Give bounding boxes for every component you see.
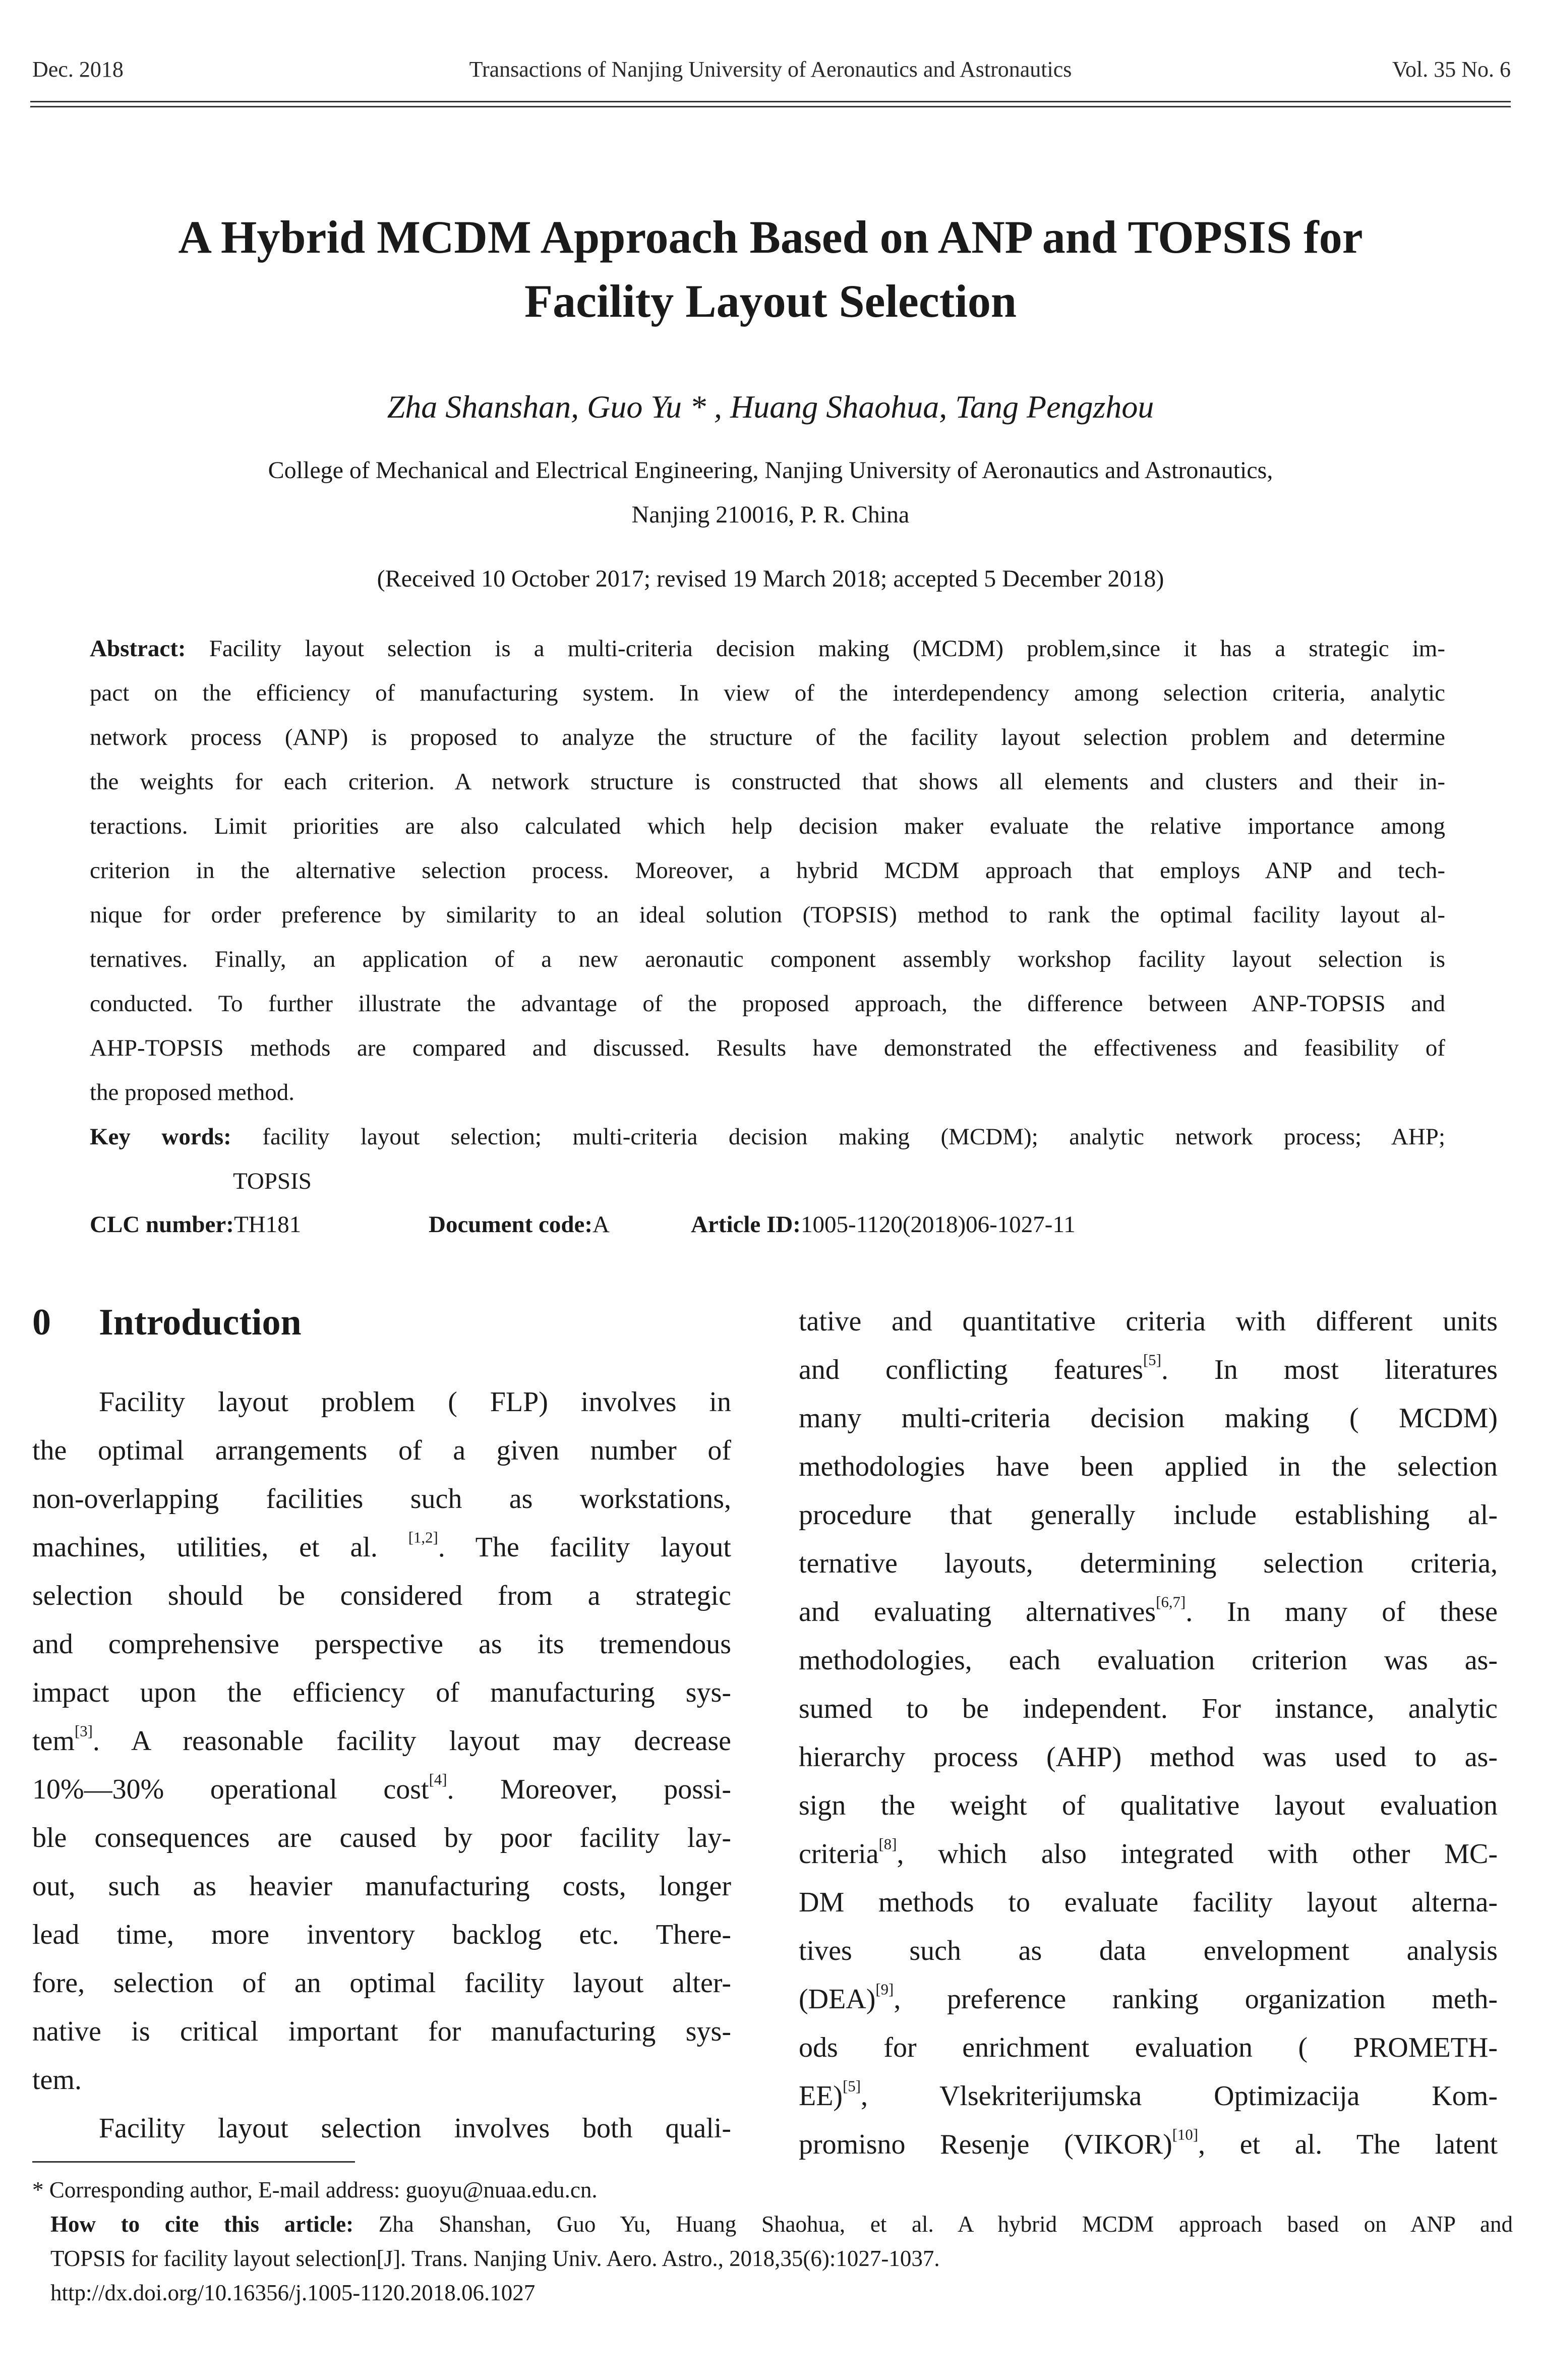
body-line: the optimal arrangements of a given number of bbox=[32, 1435, 731, 1466]
body-line: tives such as data envelopment analysis bbox=[799, 1935, 1498, 1966]
citation-text: Zha Shanshan, Guo Yu, Huang Shaohua, et al. A hybrid MCDM approach based on ANP and bbox=[378, 2212, 1513, 2237]
body-line: tem. bbox=[32, 2064, 82, 2096]
body-line: 10%—30% operational cost[4]. Moreover, possi- bbox=[32, 1771, 731, 1805]
body-line: machines, utilities, et al. [1,2]. The facility layout bbox=[32, 1529, 731, 1563]
header-volume: Vol. 35 No. 6 bbox=[1392, 57, 1511, 82]
body-line: many multi-criteria decision making ( MCDM) bbox=[799, 1403, 1498, 1434]
body-line: methodologies, each evaluation criterion was as- bbox=[799, 1645, 1498, 1676]
received-dates: (Received 10 October 2017; revised 19 March 2018; accepted 5 December 2018) bbox=[377, 565, 1164, 592]
abstract-line: pact on the efficiency of manufacturing system. In view of the interdependency among selection criteria, analytic bbox=[90, 680, 1445, 706]
clc-label: CLC number: bbox=[90, 1211, 234, 1238]
body-line: Facility layout problem ( FLP) involves in bbox=[99, 1386, 731, 1418]
abstract-line: AHP-TOPSIS methods are compared and discussed. Results have demonstrated the effectiveness and feasibility of bbox=[90, 1035, 1445, 1061]
body-line: impact upon the efficiency of manufacturing sys- bbox=[32, 1677, 731, 1708]
document-code-label: Document code: bbox=[429, 1211, 593, 1238]
corresponding-author-note: * Corresponding author, E-mail address: guoyu@nuaa.edu.cn. bbox=[32, 2177, 598, 2202]
paper-title-line-2: Facility Layout Selection bbox=[524, 275, 1017, 327]
body-line: criteria[8], which also integrated with other MC- bbox=[799, 1835, 1498, 1870]
abstract-line: the proposed method. bbox=[90, 1079, 294, 1106]
article-id-label: Article ID: bbox=[691, 1211, 801, 1238]
affiliation-line-1: College of Mechanical and Electrical Engineering, Nanjing University of Aeronautics and Astronautics, bbox=[268, 457, 1273, 484]
body-line: and evaluating alternatives[6,7]. In many of these bbox=[799, 1593, 1498, 1628]
body-line: Facility layout selection involves both quali- bbox=[99, 2113, 731, 2144]
body-line: DM methods to evaluate facility layout alterna- bbox=[799, 1887, 1498, 1918]
body-line: sumed to be independent. For instance, analytic bbox=[799, 1693, 1498, 1724]
keywords-label: Key words: bbox=[90, 1124, 231, 1150]
document-code-value: A bbox=[592, 1211, 610, 1238]
abstract-label: Abstract: bbox=[90, 635, 186, 662]
body-line: tative and quantitative criteria with different units bbox=[799, 1306, 1498, 1337]
abstract-line: network process (ANP) is proposed to analyze the structure of the facility layout selection problem and determine bbox=[90, 724, 1445, 750]
abstract-line bbox=[90, 626, 1445, 671]
header-date: Dec. 2018 bbox=[32, 57, 124, 82]
body-line: non-overlapping facilities such as workstations, bbox=[32, 1483, 731, 1515]
section-number: 0 bbox=[32, 1302, 51, 1343]
doi-link[interactable]: http://dx.doi.org/10.16356/j.1005-1120.2018.06.1027 bbox=[50, 2280, 536, 2305]
article-id bbox=[691, 1202, 1076, 1247]
body-line: tem[3]. A reasonable facility layout may decrease bbox=[32, 1722, 731, 1757]
abstract-text: Facility layout selection is a multi-criteria decision making (MCDM) problem,since it has a strategic im- bbox=[209, 635, 1445, 662]
body-line: sign the weight of qualitative layout evaluation bbox=[799, 1790, 1498, 1821]
keywords-line bbox=[90, 1115, 1445, 1159]
body-line: procedure that generally include establishing al- bbox=[799, 1499, 1498, 1531]
body-line: fore, selection of an optimal facility layout alter- bbox=[32, 1967, 731, 1999]
body-line: selection should be considered from a strategic bbox=[32, 1580, 731, 1611]
body-line: promisno Resenje (VIKOR)[10], et al. The latent bbox=[799, 2126, 1498, 2160]
affiliation-line-2: Nanjing 210016, P. R. China bbox=[631, 501, 910, 528]
body-line: and conflicting features[5]. In most literatures bbox=[799, 1351, 1498, 1385]
abstract-line: nique for order preference by similarity to an ideal solution (TOPSIS) method to rank the optimal facility layout al- bbox=[90, 902, 1445, 928]
citation-line: TOPSIS for facility layout selection[J]. Trans. Nanjing Univ. Aero. Astro., 2018,35(6):1027-1037. bbox=[50, 2246, 940, 2271]
body-line: and comprehensive perspective as its tremendous bbox=[32, 1629, 731, 1660]
body-line: hierarchy process (AHP) method was used to as- bbox=[799, 1742, 1498, 1773]
body-line: methodologies have been applied in the selection bbox=[799, 1451, 1498, 1482]
header-rule bbox=[30, 106, 1511, 107]
abstract-line: the weights for each criterion. A network structure is constructed that shows all elements and clusters and their in- bbox=[90, 769, 1445, 795]
section-title: Introduction bbox=[99, 1302, 302, 1343]
body-line: (DEA)[9], preference ranking organization meth- bbox=[799, 1981, 1498, 2015]
header-rule bbox=[30, 101, 1511, 102]
body-line: lead time, more inventory backlog etc. There- bbox=[32, 1919, 731, 1950]
citation-line bbox=[50, 2207, 1513, 2241]
citation-label: How to cite this article: bbox=[50, 2212, 354, 2237]
document-code bbox=[429, 1202, 610, 1247]
body-line: ble consequences are caused by poor facility lay- bbox=[32, 1822, 731, 1853]
clc-value: TH181 bbox=[233, 1211, 302, 1238]
abstract-line: conducted. To further illustrate the advantage of the proposed approach, the difference between ANP-TOPSIS and bbox=[90, 991, 1445, 1017]
abstract-line: teractions. Limit priorities are also calculated which help decision maker evaluate the relative importance among bbox=[90, 813, 1445, 839]
abstract-line: ternatives. Finally, an application of a new aeronautic component assembly workshop facility layout selection is bbox=[90, 946, 1445, 972]
article-id-value: 1005-1120(2018)06-1027-11 bbox=[800, 1211, 1076, 1238]
body-line: ternative layouts, determining selection criteria, bbox=[799, 1548, 1498, 1579]
author-list: Zha Shanshan, Guo Yu * , Huang Shaohua, Tang Pengzhou bbox=[387, 389, 1154, 425]
abstract-line: criterion in the alternative selection process. Moreover, a hybrid MCDM approach that employs ANP and tech- bbox=[90, 857, 1445, 884]
keywords-line: TOPSIS bbox=[233, 1168, 312, 1194]
paper-title-line-1: A Hybrid MCDM Approach Based on ANP and TOPSIS for bbox=[178, 211, 1363, 263]
body-line: EE)[5], Vlsekriterijumska Optimizacija Kom- bbox=[799, 2077, 1498, 2112]
keywords-text: facility layout selection; multi-criteria decision making (MCDM); analytic network process; AHP; bbox=[262, 1124, 1445, 1150]
body-line: ods for enrichment evaluation ( PROMETH- bbox=[799, 2032, 1498, 2063]
clc-number bbox=[90, 1202, 301, 1247]
footnote-rule bbox=[32, 2161, 355, 2163]
header-journal: Transactions of Nanjing University of Aeronautics and Astronautics bbox=[469, 57, 1072, 82]
body-line: out, such as heavier manufacturing costs, longer bbox=[32, 1871, 731, 1902]
body-line: native is critical important for manufacturing sys- bbox=[32, 2016, 731, 2047]
